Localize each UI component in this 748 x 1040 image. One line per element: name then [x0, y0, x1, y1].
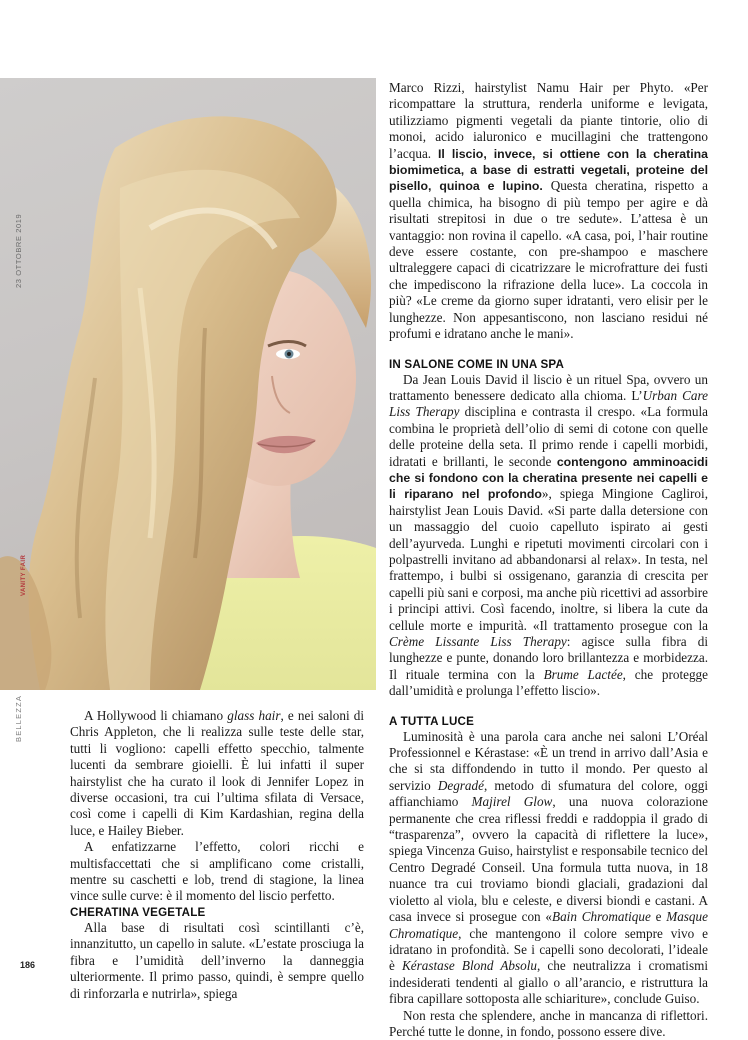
text-run: », spiega Mingione Cagliroi, hairstylist Jean Louis David. «Si parte dalla detersione con un massaggio del cuoio capelluto ispirato ai gesti dell’ayurveda. Lunghi e ripetuti movimenti circolari con i polpastrelli invitano ad abbandonarsi al relax». In testa, nel frattempo, i bulbi si ossigenano, garanzia di crescita per capelli più sani e corposi, ma anche più ricettivi ad assorbire i principi attivi. Così facendo, inoltre, si libera la cute da cellule morte e impurità. «Il trattamento prosegue con la — [389, 486, 708, 633]
italic-run: Majirel Glow — [471, 794, 553, 810]
body-paragraph: A enfatizzarne l’effetto, colori ricchi e multisfaccettati che si amplificano come cristalli, mentre su caschetti e lob, trend di stagione, la linea vince sulle curve: è il momento del liscio perfetto. — [70, 839, 364, 904]
text-run: Marco Rizzi, hairstylist Namu Hair per Phyto. «Per ricompattare la struttura, renderla uniforme e levigata, utilizziamo pigmenti vegetali da piante tintorie, olio di monoi, acido ialuronico e mucillagini che trattengono l’acqua. — [389, 80, 708, 161]
page-number: 186 — [20, 960, 36, 970]
text-run: , e nei saloni di Chris Appleton, che li realizza sulle teste delle star, tutti li vogliono: capelli effetto specchio, talmente lucenti da sembrare gioielli. È lui infatti il super hairstylist che ha curato il look di Jennifer Lopez in diverse occasioni, tra cui l’ultima sfilata di Versace, così come i capelli di Kim Kardashian, regina della luce, e Hailey Bieber. — [70, 708, 364, 838]
closing-paragraph: Non resta che splendere, anche in mancanza di riflettori. Perché tutte le donne, in fondo, possono essere dive. — [389, 1007, 708, 1039]
section-label-vertical: BELLEZZA — [14, 694, 23, 742]
italic-run: Crème Lissante Liss Therapy — [389, 634, 567, 649]
text-run: Luminosità è una parola cara anche nei saloni L’Oréal Professionnel e Kérastase: «È un trend in arrivo dall’Asia e che si sta diffondendo in tutto il mondo. Per questo al servizio — [389, 728, 708, 793]
intro-paragraph — [70, 708, 364, 839]
subheading-cheratina: CHERATINA VEGETALE — [70, 905, 206, 919]
bold-run: contengono amminoacidi che si fondono con la cheratina presente nei capelli e li riparano nel profondo — [389, 454, 708, 502]
body-paragraph — [389, 80, 708, 343]
text-run: , una nuova colorazione permanente che crea riflessi freddi e raddoppia il grado di “trasparenza”, ovvero la capacità di riflettere la luce», spiega Vincenza Guiso, hairstylist e responsabile tecnico del Centro Degradé Conseil. Una formula tutta nuova, in 18 nuance tra cui troviamo biondi glaciali, gradazioni dal violetto al viola, blu e celeste, e diversi biondi e castani. A casa invece si prosegue con « — [389, 794, 708, 925]
subheading-luce: A TUTTA LUCE — [389, 714, 475, 728]
left-text-column — [70, 708, 364, 1002]
italic-run: Brume Lactée — [543, 666, 623, 682]
text-run: , che neutralizza i cromatismi indesiderati tendenti al giallo o all’arancio, e ristruttura la fibra capillare sottoposta alle schiariture», conclude Guiso. — [389, 958, 708, 1007]
text-run: , metodo di sfumatura del colore, oggi affianchiamo — [389, 777, 708, 810]
subheading-salone: IN SALONE COME IN UNA SPA — [389, 357, 565, 371]
model-portrait-illustration — [0, 78, 376, 690]
text-run: , che protegge dall’umidità e prolunga l’effetto liscio». — [389, 666, 708, 699]
italic-run: Urban Care Liss Therapy — [389, 387, 708, 420]
italic-run: Degradé — [437, 777, 484, 793]
bold-run: Il liscio, invece, si ottiene con la cheratina biomimetica, a base di estratti vegetali, proteine del pisello, quinoa e lupino. — [389, 146, 708, 194]
body-paragraph — [389, 372, 708, 700]
italic-run: Kérastase Blond Absolu — [402, 958, 537, 974]
text-run: , che mantengono il colore sempre vivo e idratano in profondità. Se i capelli sono decolorati, l’ideale è — [389, 925, 708, 974]
body-paragraph — [389, 729, 708, 1008]
text-run: e — [650, 909, 667, 925]
body-paragraph: Alla base di risultati così scintillanti c’è, innanzitutto, un capello in salute. «L’estate prosciuga la fibra e l’umidità dell’inverno la danneggia ulteriormente. Il primo passo, quindi, è sempre quello di rinforzarla e nutrirla», spiega — [70, 919, 364, 1001]
issue-date-vertical: 23 OTTOBRE 2019 — [14, 213, 23, 288]
text-run: A Hollywood li chiamano — [84, 708, 228, 723]
text-run: : agisce sulla fibra di lunghezze e punte, donando loro brillantezza e morbidezza. Il rituale termina con la — [389, 634, 708, 682]
text-run: disciplina e contrasta il crespo. «La formula combina le proprietà dell’olio di semi di cotone con quelle delle proteine della seta. Il primo rende i capelli morbidi, idratati e brillanti, le seconde — [389, 404, 708, 469]
hero-photo — [0, 78, 376, 690]
italic-run: Bain Chromatique — [552, 909, 651, 925]
right-text-column — [389, 80, 708, 1040]
italic-run: glass hair — [227, 708, 281, 723]
italic-run: Masque Chromatique — [389, 909, 708, 941]
photo-credit-vertical: VANITY FAIR — [21, 554, 27, 596]
text-run: Da Jean Louis David il liscio è un rituel Spa, ovvero un trattamento benessere dedicato alla chioma. L’ — [389, 371, 708, 403]
text-run: Questa cheratina, rispetto a quella chimica, ha bisogno di più tempo per agire e dà risultati strepitosi in due o tre sedute». L’attesa è un vantaggio: non rovina il capello. «A casa, poi, l’hair routine deve essere costante, con pre-shampoo e maschere ultraleggere capaci di cicatrizzare le microfratture dei fusti che impediscono la rifrazione della luce». La coccola in più? «Le creme da giorno super idratanti, vero elisir per le lunghezze. Non appesantiscono, non lasciano residui né profumi e idratano anche le mani». — [389, 178, 708, 342]
